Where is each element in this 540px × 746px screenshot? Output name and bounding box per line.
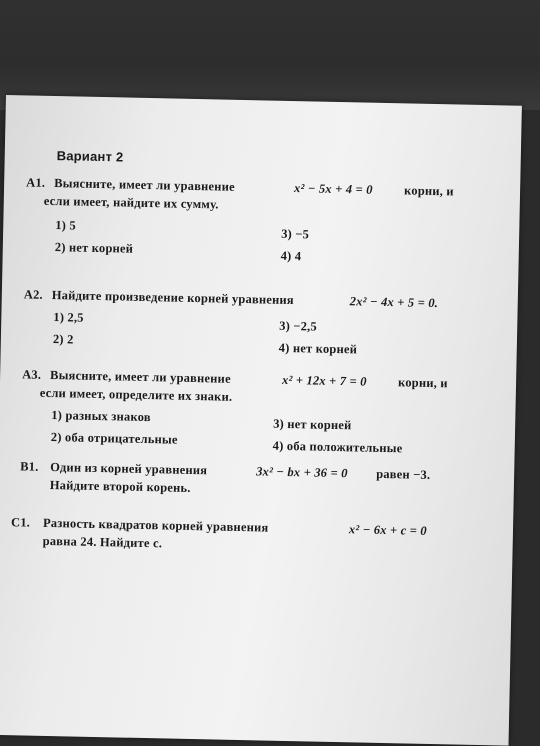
question-a2-equation: 2x² − 4x + 5 = 0.	[349, 294, 439, 311]
question-a1-option-3: 3) −5	[281, 226, 310, 242]
question-a3-text-line2: если имеет, определите их знаки.	[39, 385, 233, 404]
question-a1-option-1: 1) 5	[55, 218, 77, 233]
question-a1-text-end: корни, и	[403, 183, 454, 199]
question-b1-text-end: равен −3.	[376, 466, 431, 482]
worksheet-paper	[0, 95, 522, 746]
question-a1-text-line2: если имеет, найдите их сумму.	[43, 193, 219, 212]
question-a1-equation: x² − 5x + 4 = 0	[293, 181, 373, 197]
question-b1-text-line2: Найдите второй корень.	[49, 478, 191, 495]
question-a1-option-2: 2) нет корней	[54, 240, 134, 256]
question-a2-option-4: 4) нет корней	[278, 340, 358, 357]
question-b1-label: В1.	[20, 459, 39, 474]
question-c1-equation: x² − 6x + c = 0	[348, 522, 427, 538]
question-c1-text-line2: равна 24. Найдите с.	[42, 533, 163, 551]
question-a3-option-4: 4) оба положительные	[272, 438, 403, 456]
question-a1-option-4: 4) 4	[280, 248, 302, 264]
question-a3-option-2: 2) оба отрицательные	[50, 430, 178, 447]
worksheet-content	[0, 95, 522, 746]
question-b1-text: Один из корней уравнения	[50, 460, 208, 478]
question-a2-option-2: 2) 2	[52, 332, 74, 347]
question-a3-equation: x² + 12x + 7 = 0	[281, 372, 367, 389]
question-a1-text: Выясните, имеет ли уравнение	[54, 176, 235, 194]
question-a2-option-3: 3) −2,5	[279, 318, 318, 334]
question-a3-label: А3.	[22, 367, 42, 382]
question-c1-label: С1.	[10, 515, 31, 530]
question-a2-option-1: 1) 2,5	[53, 310, 84, 325]
question-a3-text-end: корни, и	[397, 375, 448, 391]
question-a3-option-1: 1) разных знаков	[51, 408, 151, 425]
question-b1-equation: 3x² − bx + 36 = 0	[256, 464, 348, 481]
variant-title: Вариант 2	[56, 148, 124, 165]
question-a3-text: Выясните, имеет ли уравнение	[49, 367, 231, 386]
question-a2-text: Найдите произведение корней уравнения	[51, 288, 294, 308]
question-a3-option-3: 3) нет корней	[273, 416, 352, 433]
question-a2-label: А2.	[23, 287, 43, 302]
question-c1-text: Разность квадратов корней уравнения	[42, 515, 269, 535]
question-a1-label: А1.	[26, 175, 46, 190]
background-top	[0, 0, 540, 110]
